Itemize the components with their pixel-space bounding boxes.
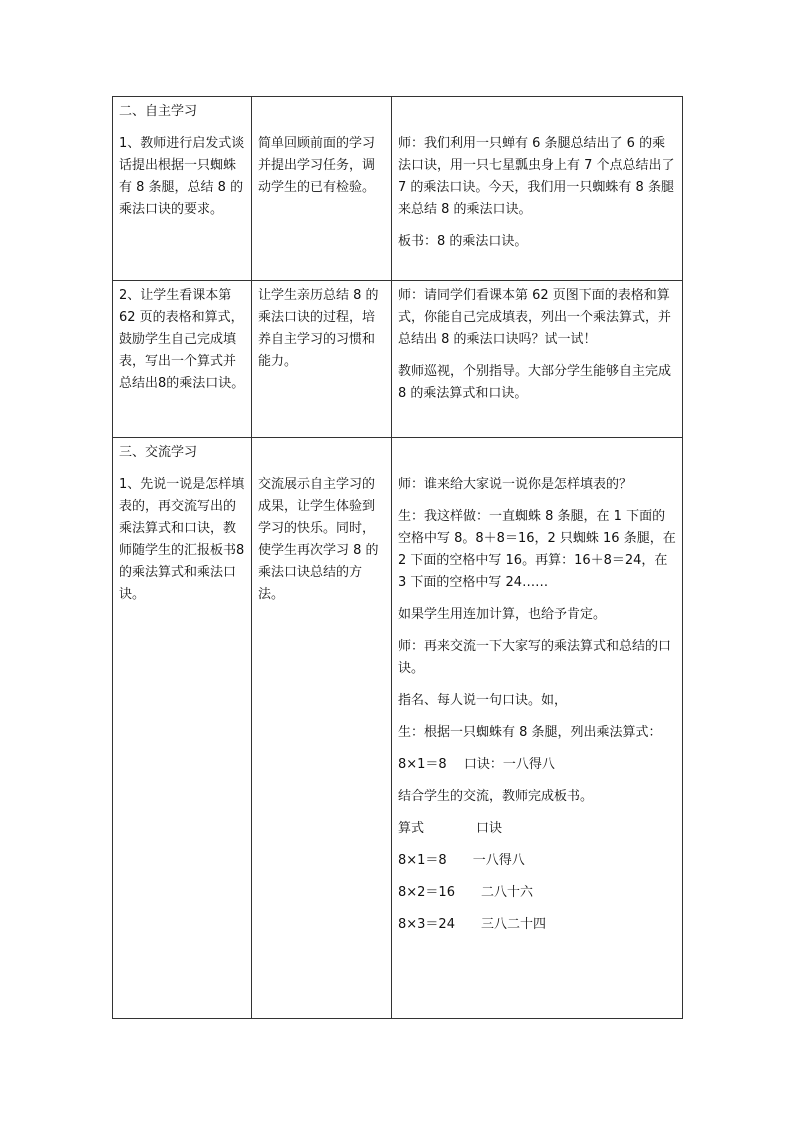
intent-cell	[252, 97, 392, 281]
table-row	[113, 97, 683, 281]
table-row	[113, 281, 683, 438]
process-paragraph: 指名、每人说一句口诀。如，	[398, 693, 568, 708]
board-header: 算式 口诀	[398, 821, 503, 836]
process-paragraph: 师：再来交流一下大家写的乘法算式和总结的口诀。	[398, 639, 672, 676]
process-paragraph: 师：谁来给大家说一说你是怎样填表的？	[398, 477, 633, 492]
process-paragraph: 教师巡视，个别指导。大部分学生能够自主完成 8 的乘法算式和口诀。	[398, 364, 672, 401]
process-paragraph: 师：我们利用一只蝉有 6 条腿总结出了 6 的乘法口诀，用一只七星瓢虫身上有 7 个点总结出了 7 的乘法口诀。今天，我们用一只蜘蛛有 8 条腿来总结 8 的乘法口诀。	[398, 136, 675, 217]
process-cell	[392, 438, 683, 1019]
process-cell	[392, 97, 683, 281]
formula-line: 8×1＝8 口诀：一八得八	[398, 757, 555, 772]
section-heading: 三、交流学习	[119, 445, 198, 460]
step-cell	[113, 281, 252, 438]
table-row	[113, 438, 683, 1019]
process-paragraph: 师：请同学们看课本第 62 页图下面的表格和算式，你能自己完成填表，列出一个乘法算式，并总结出 8 的乘法口诀吗？试一试！	[398, 288, 672, 347]
process-paragraph: 生：我这样做：一直蜘蛛 8 条腿，在 1 下面的空格中写 8。8＋8＝16，2 只蜘蛛 16 条腿，在 2 下面的空格中写 16。再算：16＋8＝24，在 3 下面的空格中写 24……	[398, 509, 676, 590]
process-paragraph: 板书：8 的乘法口诀。	[398, 234, 528, 249]
board-line: 8×3＝24 三八二十四	[398, 917, 546, 932]
step-text: 1、先说一说是怎样填表的，再交流写出的乘法算式和口诀，教师随学生的汇报板书8的乘法算式和乘法口诀。	[119, 477, 245, 602]
process-paragraph: 如果学生用连加计算，也给予肯定。	[398, 607, 607, 622]
intent-cell	[252, 281, 392, 438]
process-paragraph: 结合学生的交流，教师完成板书。	[398, 789, 594, 804]
lesson-plan-table	[112, 96, 683, 1019]
board-line: 8×1＝8 一八得八	[398, 853, 525, 868]
step-cell	[113, 438, 252, 1019]
intent-text: 交流展示自主学习的成果，让学生体验到学习的快乐。同时，使学生再次学习 8 的乘法口诀总结的方法。	[258, 477, 379, 602]
intent-cell	[252, 438, 392, 1019]
step-text: 2、让学生看课本第 62 页的表格和算式，鼓励学生自己完成填表，写出一个算式并总结出8的乘法口诀。	[119, 288, 245, 391]
board-line: 8×2＝16 二八十六	[398, 885, 533, 900]
process-cell	[392, 281, 683, 438]
process-paragraph: 生：根据一只蜘蛛有 8 条腿，列出乘法算式：	[398, 725, 662, 740]
intent-text: 让学生亲历总结 8 的乘法口诀的过程，培养自主学习的习惯和能力。	[258, 288, 379, 369]
step-text: 1、教师进行启发式谈话提出根据一只蜘蛛有 8 条腿，总结 8 的乘法口诀的要求。	[119, 136, 245, 217]
step-cell	[113, 97, 252, 281]
intent-text: 简单回顾前面的学习并提出学习任务，调动学生的已有检验。	[258, 136, 376, 195]
section-heading: 二、自主学习	[119, 104, 198, 119]
